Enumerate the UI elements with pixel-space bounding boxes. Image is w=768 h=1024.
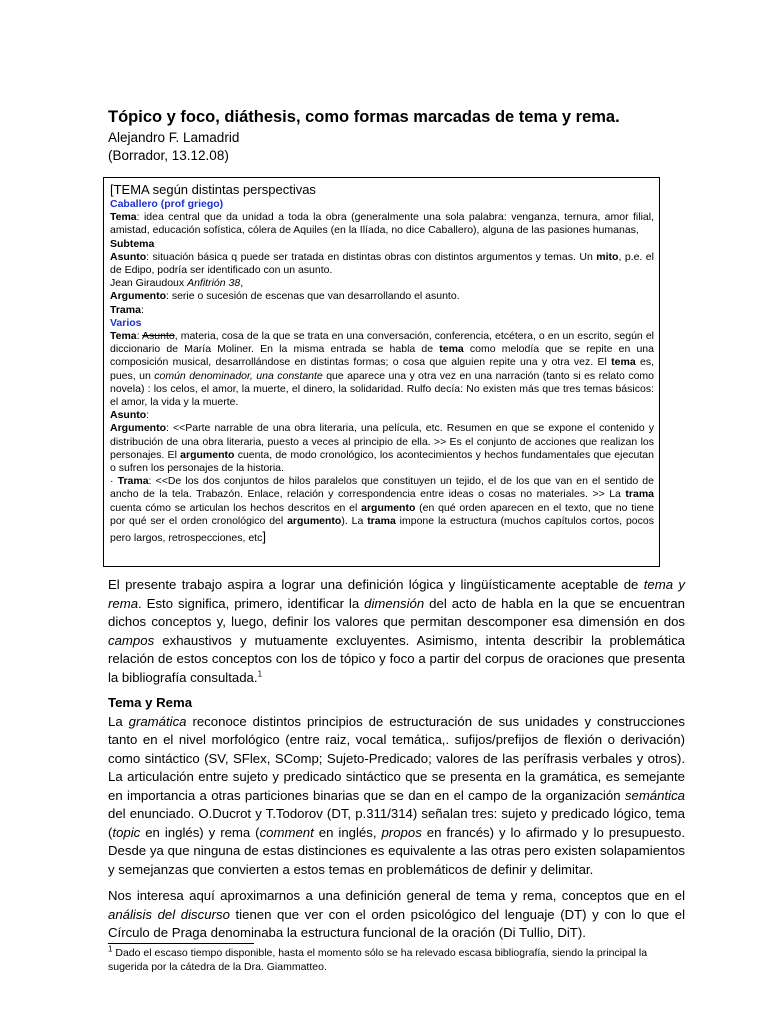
varios-trama xyxy=(110,475,654,545)
italic-run: gramática xyxy=(128,713,187,729)
definition-text: es, pues, un xyxy=(110,356,654,382)
varios-argumento xyxy=(110,422,654,475)
definition-text: : <<De los dos conjuntos de hilos paralelos que constituyen un tejido, el de los que van en el sentido de ancho de la tela. Trabazón. Enlace, relación y correspondencia entre ideas o cosas no materiales. >> La xyxy=(110,475,654,501)
term-label: Asunto xyxy=(110,250,147,263)
term-italic: común denominador, una constante xyxy=(154,369,323,382)
text-run: en inglés) y rema ( xyxy=(140,824,260,840)
term-label: Argumento xyxy=(110,422,166,435)
text-run: exhaustivos y mutuamente excluyentes. Asimismo, intenta describir la problemática relación de estos conceptos con los de tópico y foco a partir del corpus de oraciones que presenta la bibliografía consultada. xyxy=(108,632,685,685)
italic-run: campos xyxy=(108,632,155,648)
term-bold: tema xyxy=(439,343,464,356)
caballero-asunto xyxy=(110,251,654,277)
term-label: Trama xyxy=(117,475,149,488)
footnote-body: Dado el escaso tiempo disponible, hasta el momento sólo se ha relevado escasa bibliografía, siendo la principal la sugerida por la cátedra de la Dra. Giammatteo. xyxy=(108,947,648,973)
footnote-marker: 1 xyxy=(108,944,113,954)
discourse-paragraph xyxy=(108,887,685,943)
text-run: El presente trabajo aspira a lograr una definición lógica y lingüísticamente aceptable de xyxy=(108,577,644,592)
term-bold: argumento xyxy=(361,501,416,514)
definition-text: , materia, cosa de la que se trata en una conversación, conferencia, etcétera, o en un escrito, según el diccionario de María Moliner. En la misma entrada se habla de xyxy=(110,330,654,356)
term-label: Tema xyxy=(110,330,137,343)
varios-title: Varios xyxy=(110,316,142,329)
varios-asunto xyxy=(110,409,654,422)
paragraph-text xyxy=(108,713,685,880)
text-run: tienen que ver con el orden psicológico del lenguaje (DT) y con lo que el Círculo de Praga denominaba la estructura funcional de la oración (Di Tullio, DiT). xyxy=(108,906,686,940)
closing-bracket: ] xyxy=(262,529,266,545)
text-run: del acto de habla en la que se encuentran dichos conceptos y, luego, definir los valores que permitan descomponer esa dimensión en dos xyxy=(108,595,685,629)
intro-paragraph xyxy=(108,576,685,687)
italic-run: dimensión xyxy=(364,595,425,611)
text-run: del enunciado. O.Ducrot y T.Todorov (DT, p.311/314) señalan tres: sujeto y predicado lógico, tema ( xyxy=(108,806,685,840)
term-label: Argumento xyxy=(110,290,166,303)
document-title: Tópico y foco, diáthesis, como formas marcadas de tema y rema. xyxy=(108,108,620,126)
caballero-title: Caballero (prof griego) xyxy=(110,198,224,210)
term-label: Trama xyxy=(110,303,141,316)
italic-run: semántica xyxy=(624,787,685,803)
italic-run: propos xyxy=(381,824,422,840)
term-bold: tema xyxy=(611,356,636,369)
footnote-ref[interactable]: 1 xyxy=(257,669,263,679)
term-bold: argumento xyxy=(180,448,235,461)
footnote-divider xyxy=(108,943,254,944)
definition-text: ). La xyxy=(341,514,368,527)
definition-text: que aparece una y otra vez en una narración (tanto si es relato como novela) : los celos, el amor, la muerte, el dinero, la solidaridad. Rulfo decía: No existen más que tres temas básicos: el amor, la vida y la muerte. xyxy=(110,369,654,409)
document-draft-date: (Borrador, 13.12.08) xyxy=(108,148,229,163)
caballero-giraudoux xyxy=(110,277,654,290)
box-heading: [TEMA según distintas perspectivas xyxy=(110,182,316,197)
tema-rema-section xyxy=(108,694,685,879)
tema-perspectives-box xyxy=(103,177,660,567)
definition-text: como melodía que se repite en una composición musical, desarrollándose en distintas formas; o cosa que alguien repite una y otra vez. El xyxy=(110,343,654,369)
caballero-trama xyxy=(110,304,654,317)
definition-text: impone la estructura (muchos capítulos cortos, pocos pero largos, retrospecciones, etc xyxy=(110,514,654,545)
definition-text: : idea central que da unidad a toda la obra (generalmente una sola palabra: venganza, ternura, amor filial, amistad, educación sofística, cólera de Aquiles (en la Ilíada, no dice Caballero), alguna de las pasiones humanas, xyxy=(110,211,654,237)
work-title: Anfitrión 38 xyxy=(187,277,241,290)
definition-text: : xyxy=(140,303,144,316)
punctuation: , xyxy=(240,277,244,290)
definition-text: : <<Parte narrable de una obra literaria, una película, etc. Resumen en que se expone el contenido y distribución de una obra literaria, puesto a veces al principio de ella. >> Es el conjunto de acciones que realizan los personajes. El xyxy=(110,422,654,461)
author-name: Jean Giraudoux xyxy=(110,277,188,290)
document-author: Alejandro F. Lamadrid xyxy=(108,130,240,145)
definition-text: cuenta cómo se articulan los hechos descritos en el xyxy=(110,501,362,514)
text-run: en inglés, xyxy=(313,824,382,840)
struck-word: Asunto xyxy=(142,330,175,343)
text-run: La xyxy=(108,713,129,729)
paragraph-text xyxy=(108,576,685,687)
definition-text: : serie o sucesión de escenas que van desarrollando el asunto. xyxy=(166,290,460,303)
definition-text: , p.e. el de Edipo, podría ser identificado con un asunto. xyxy=(110,250,654,277)
italic-run: análisis del discurso xyxy=(108,906,230,922)
caballero-tema xyxy=(110,211,654,237)
bullet: · xyxy=(110,475,118,488)
italic-run: tema y rema xyxy=(108,577,685,611)
italic-run: topic xyxy=(112,824,141,840)
punctuation: : xyxy=(136,330,143,343)
term-label: Subtema xyxy=(110,237,155,250)
text-run: reconoce distintos principios de estructuración de sus unidades y construcciones tanto en el nivel morfológico (entre raiz, vocal temática,. sufijos/prefijos de flexión o derivación) como sintáctico (SV, SFlex, SComp; Sujeto-Predicado; valores de las perífrasis verbales y otros). La articulación entre sujeto y predicado sintáctico que se presenta en la gramática, es semejante en importancia a otras particiones binarias que se dan en el campo de la organización xyxy=(108,713,685,803)
definition-text: (en qué orden aparecen en el texto, que no tiene por qué ser el orden cronológico del xyxy=(110,501,654,527)
footnote xyxy=(108,946,685,974)
term-label: Asunto xyxy=(110,409,147,422)
text-run: . Esto significa, primero, identificar la xyxy=(138,595,365,611)
caballero-subtema xyxy=(110,238,654,251)
definition-text: : situación básica q puede ser tratada en distintas obras con distintos argumentos y temas. Un xyxy=(146,250,597,263)
section-heading: Tema y Rema xyxy=(108,695,193,710)
paragraph-text xyxy=(108,887,685,943)
definition-text: cuenta, de modo cronológico, los acontecimientos y hechos fundamentales que ejecutan o sufren los personajes de la historia. xyxy=(110,448,654,475)
italic-run: comment xyxy=(259,824,314,840)
footnote-text xyxy=(108,946,685,974)
varios-tema xyxy=(110,330,654,409)
term-bold: trama xyxy=(625,488,654,501)
definition-text: : xyxy=(146,409,150,422)
text-run: Nos interesa aquí aproximarnos a una definición general de tema y rema, conceptos que en el xyxy=(108,888,685,903)
caballero-argumento xyxy=(110,290,654,303)
term-bold: argumento xyxy=(287,514,342,527)
term-bold: mito xyxy=(596,250,619,263)
term-label: Tema xyxy=(110,211,137,224)
text-run: en francés) y lo afirmado y lo presupuesto. Desde ya que ninguna de estas distinciones es equivalente a las otras pero existen solapamientos y semejanzas que convierten a estos temas en problemáticos de definir y delimitar. xyxy=(108,824,685,877)
term-bold: trama xyxy=(367,514,396,527)
